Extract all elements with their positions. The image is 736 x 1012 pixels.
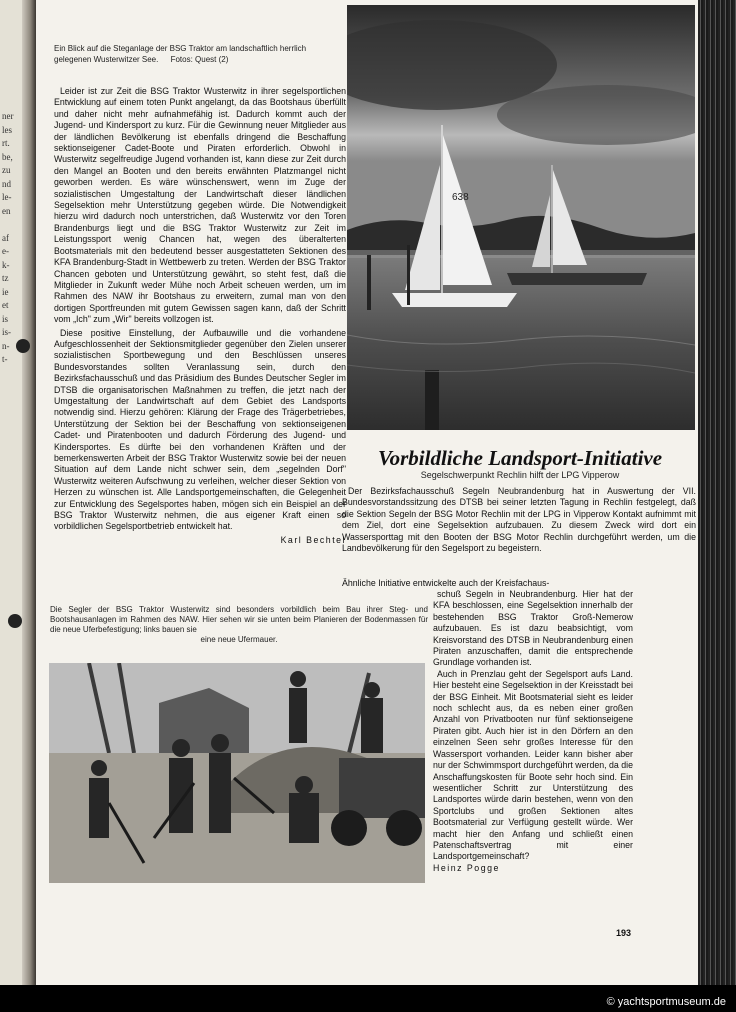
photo-credit: Fotos: Quest (2) <box>170 54 229 64</box>
article-headline: Vorbildliche Landsport-Initiative <box>377 446 663 470</box>
workers-photo <box>49 663 425 883</box>
article-right-lead <box>342 578 696 589</box>
author-byline: Heinz Pogge <box>433 862 500 873</box>
sailboats-photo <box>347 5 695 430</box>
caption-top-text: Ein Blick auf die Steganlage der BSG Traktor am landschaftlich herrlich gelegenen Wusterwitzer See. <box>54 44 307 64</box>
article-paragraph: Ähnliche Initiative entwickelte auch der Kreisfachaus- <box>342 578 550 588</box>
caption-mid-text: Die Segler der BSG Traktor Wusterwitz sind besonders vorbildlich beim Bau ihrer Steg- und Bootshausanlagen im Rahmen des NAW. Hier sehen wir sie unten beim Planieren der Bodenmassen für die neue Uferbefestigung; links bauen sie <box>50 605 428 634</box>
article-paragraph: Der Bezirksfachausschuß Segeln Neubrandenburg hat in Auswertung der VII. Bundesvorstandssitzung des DTSB bei seiner letzten Tagung in Rechlin festgelegt, daß die Sektion Segeln der BSG Motor Rechlin mit der LPG in Vipperow Kontakt aufnimmt mit dem Ziel, dort eine Segelsektion aufzubauen. Zu diesem Zweck wird dort ein Wassersporttag mit den Booten der BSG Motor Rechlin durchgeführt werden, um die Landbevölkerung für den Segelsport zu begeistern. <box>342 486 696 554</box>
article-subheadline: Segelschwerpunkt Rechlin hilft der LPG Vipperow <box>420 470 620 480</box>
page-stack-edge <box>698 0 736 985</box>
previous-page-text: ner les rt. be, zu nd le- en af e- k- tz ie et is is- n- t- <box>2 111 14 364</box>
watermark: © yachtsportmuseum.de <box>606 996 726 1008</box>
book-gutter <box>22 0 36 985</box>
article-paragraph: Diese positive Einstellung, der Aufbauwille und die vorhandene Aufgeschlossenheit der Sektionsmitglieder gegenüber den Zielen unserer sozialistischen Sportbewegung und den Beschlüssen unseres Bundesvorstandes sollten Veranlassung sein, durch den Bezirksfachausschuß und das Präsidium des Bundes Deutscher Segler im DTSB die organisatorischen Maßnahmen zu treffen, die jetzt nach der Umgestaltung der Landwirtschaft auf dem Gebiet des Landsports notwendig sind. Hierzu gehören: Klärung der Frage des Trägerbetriebes, Unterstützung der Sektion bei der Beschaffung von sektionseigenen Cadet- und Piratenbooten und dadurch Förderung des Jugend- und Kindersportes. Es dürfte bei den vorhandenen Kräften und der bemerkenswerten Arbeit der BSG Traktor Wusterwitz sowie bei der neuen Situation auf dem Lande nicht schwer sein, dem „segelnden Dorf" Wusterwitz weiteren Aufschwung zu verleihen, welcher dieser Sektion von Herzen zu wünschen ist. Alle Landsportgemeinschaften, die Gelegenheit zur Entwicklung des Segelsportes haben, mögen sich ein Beispiel an der BSG Traktor Wusterwitz nehmen, die aus eigener Kraft einen so vorbildlichen Segelsportbetrieb entwickelt hat. <box>54 327 346 532</box>
article-paragraph: Leider ist zur Zeit die BSG Traktor Wusterwitz in ihrer segelsportlichen Entwicklung auf einem toten Punkt angelangt, da das Bootshaus überfüllt und daher nicht mehr aufnahmefähig ist. Dadurch kommt auch der Jugend- und Kindersport zu kurz. Für die Gewinnung neuer Mitglieder aus der ländlichen Bevölkerung ist ebenfalls dringend die Beschaffung sektionseigener Cadet-Boote und Piraten erforderlich. Obwohl in Wusterwitz segelfreudige Jugend vorhanden ist, kann diese zur Zeit durch den Mangel an Booten und den bereits erwähnten Platzmangel nicht geworben werden. Es wäre wünschenswert, wenn im Zuge der sozialistischen Umgestaltung der Landwirtschaft dieser ländlichen Segelsektion mehr Unterstützung gegeben würde. Die Notwendigkeit hierzu wird dadurch noch unterstrichen, daß Wusterwitz vor den Toren Brandenburgs liegt und die BSG Traktor Wusterwitz zur Zeit im Leistungssport wenig Chancen hat, wegen des überalterten Bootsmaterials mit den bedeutend besser ausgestatteten Sektionen des KFA Brandenburg-Stadt in Wettbewerb zu treten. Werden der BSG Traktor Chancen geboten und Unterstützung gewährt, so steht fest, daß die Mitglieder in Zukunft weder Mühe noch Arbeit scheuen werden, um im Rahmen des NAW ihr Bootshaus zu erweitern, zumal man von den dortigen Sportfreunden mit gutem Gewissen sagen kann, daß der Schritt vom „Ich" zum „Wir" bereits vollzogen ist. <box>54 86 346 325</box>
article-left-column <box>54 86 346 546</box>
footer-strip <box>0 985 736 1012</box>
page-number: 193 <box>616 928 632 938</box>
article-paragraph: Auch in Prenzlau geht der Segelsport aufs Land. Hier besteht eine Segelsektion in der Kreisstadt bei der BSG Einheit. Mit Bootsmaterial sieht es leider noch schlecht aus, da es neben einer großen Anzahl von Privatbooten nur fünf sektionseigene Piraten gibt. Auch hier ist in den Dörfern an den einzelnen Seen sehr großes Interesse für den Wassersport vorhanden. Leider kann bisher aber nur der Schwimmsport durchgeführt werden, da die Anschaffungskosten für Boote sehr hoch sind. Ein wesentlicher Schritt zur Unterstützung des Landsportes würde darin bestehen, wenn von den Sportclubs und großen Sektionen altes Bootsmaterial zur Verfügung gestellt würde. Wer macht hier den Anfang und schließt einen Patenschaftsvertrag mit einer Landsportgemeinschaft? <box>433 668 633 862</box>
author-byline: Karl Bechtel <box>280 534 346 545</box>
caption-mid-last-line: eine neue Ufermauer. <box>200 635 278 644</box>
photo-caption-mid <box>50 605 428 645</box>
photo-caption-top <box>54 44 334 65</box>
binding-hole <box>16 339 30 353</box>
sail-number: 638 <box>452 192 469 203</box>
binding-hole <box>8 614 22 628</box>
article-right-narrow-column <box>433 589 633 874</box>
article-right-intro <box>342 486 696 554</box>
article-paragraph: schuß Segeln in Neubrandenburg. Hier hat der KFA beschlossen, eine Segelsektion innerhalb der bestehenden BSG Traktor Groß-Nemerow aufzubauen. Es ist dazu beabsichtigt, vom Kreisvorstand des DTSB in Neubrandenburg einen Piraten anzuschaffen, damit die entsprechende Grundlage vorhanden ist. <box>433 589 633 668</box>
magazine-page <box>36 0 698 985</box>
